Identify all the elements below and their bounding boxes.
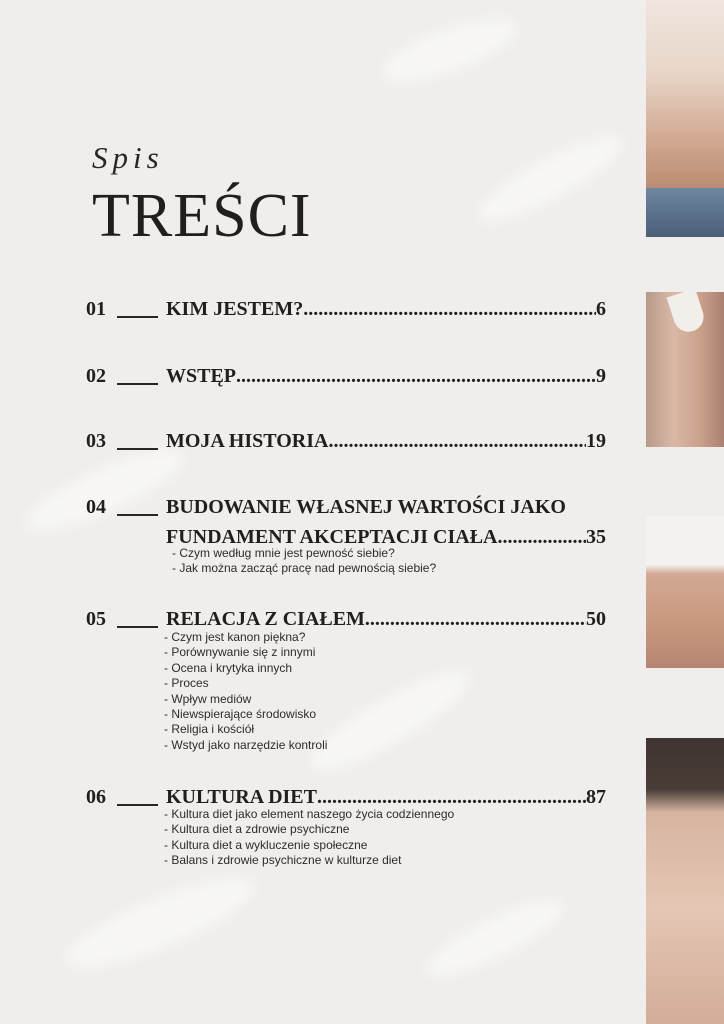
toc-subitem[interactable]: - Balans i zdrowie psychiczne w kulturze diet [164,853,402,868]
toc-subitem[interactable]: - Kultura diet a wykluczenie społeczne [164,837,368,852]
background-shadow [377,7,522,92]
toc-page-number: 19 [586,430,606,452]
toc-title: FUNDAMENT AKCEPTACJI CIAŁA [166,526,498,548]
background-shadow [470,125,629,234]
toc-subitems [164,807,454,869]
toc-title-line1[interactable]: BUDOWANIE WŁASNEJ WARTOŚCI JAKO [166,496,566,518]
background-shadow [59,864,262,982]
toc-number: 04 [86,496,106,518]
toc-leader [317,787,586,807]
toc-rule [117,316,158,318]
heading-small: Spis [92,140,164,175]
toc-subitem[interactable]: - Religia i kościół [164,722,255,737]
toc-subitem[interactable]: - Ocena i krytyka innych [164,660,293,675]
background-shadow [420,889,571,987]
toc-subitem[interactable]: - Kultura diet a zdrowie psychiczne [164,822,350,837]
heading-big: TREŚCI [92,182,312,250]
body-photo-3 [646,516,724,668]
toc-page-number: 50 [586,608,606,630]
body-photo-4 [646,738,724,1024]
toc-title: KIM JESTEM? [166,298,304,320]
toc-subitem[interactable]: - Kultura diet jako element naszego życia codziennego [164,807,455,821]
toc-subitems [164,630,327,753]
toc-subitem[interactable]: - Wpływ mediów [164,691,252,706]
toc-subitem[interactable]: - Niewspierające środowisko [164,706,317,721]
toc-rule [117,383,158,385]
toc-entry[interactable] [166,787,606,807]
toc-rule [117,804,158,806]
toc-entry[interactable] [166,431,606,451]
toc-page-number: 35 [586,526,606,548]
body-photo-2 [646,292,724,447]
toc-leader [498,527,586,547]
toc-rule [117,626,158,628]
toc-subitems [172,546,436,577]
toc-title: KULTURA DIET [166,786,317,808]
toc-subitem[interactable]: - Czym według mnie jest pewność siebie? [172,546,395,560]
toc-subitem[interactable]: - Proces [164,676,209,691]
toc-title: WSTĘP [166,365,237,387]
background-shadow [302,658,479,784]
toc-subitem[interactable]: - Jak można zacząć pracę nad pewnością siebie? [172,561,437,576]
toc-leader [328,431,586,451]
toc-entry[interactable] [166,527,606,547]
toc-number: 03 [86,430,106,452]
toc-entry[interactable] [166,366,606,386]
toc-page-number: 87 [586,786,606,808]
toc-subitem[interactable]: - Porównywanie się z innymi [164,645,316,660]
toc-entry[interactable] [166,609,606,629]
toc-number: 02 [86,365,106,387]
toc-number: 05 [86,608,106,630]
toc-subitem[interactable]: - Czym jest kanon piękna? [164,630,306,644]
toc-title: MOJA HISTORIA [166,430,329,452]
toc-title: RELACJA Z CIAŁEM [166,608,365,630]
toc-page-number: 9 [596,365,606,387]
toc-number: 01 [86,298,106,320]
toc-rule [117,448,158,450]
toc-leader [303,299,596,319]
toc-leader [365,609,586,629]
body-photo-1 [646,0,724,237]
toc-entry[interactable] [166,299,606,319]
toc-number: 06 [86,786,106,808]
toc-leader [236,366,596,386]
toc-rule [117,514,158,516]
toc-page-number: 6 [596,298,606,320]
toc-subitem[interactable]: - Wstyd jako narzędzie kontroli [164,737,328,752]
